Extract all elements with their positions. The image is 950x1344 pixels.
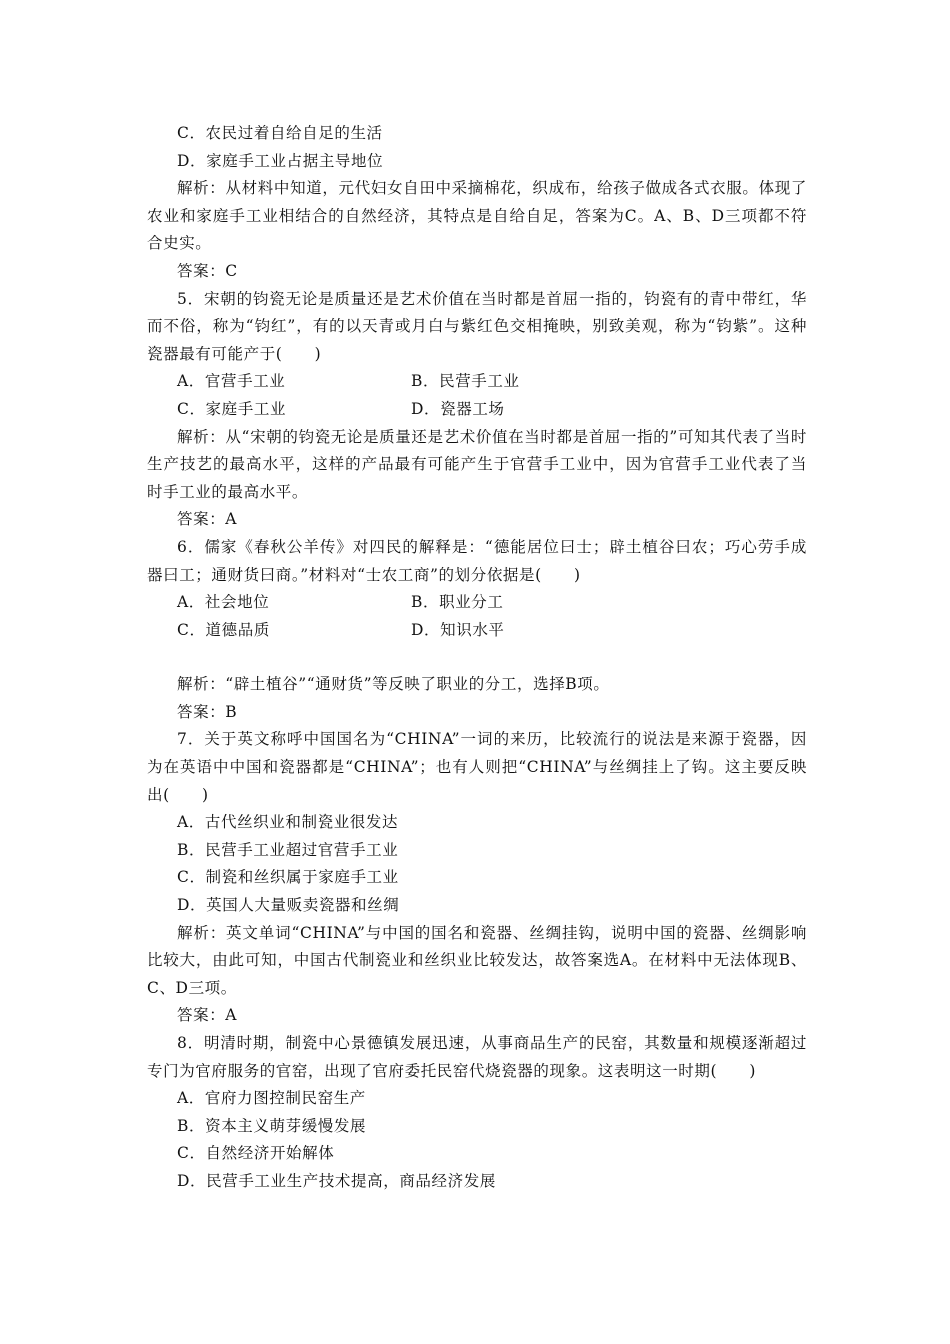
q4-option-c: C．农民过着自给自足的生活 bbox=[177, 124, 383, 142]
q8-option-b: B．资本主义萌芽缓慢发展 bbox=[177, 1116, 367, 1135]
q6-option-d: D．知识水平 bbox=[411, 620, 505, 639]
q5-option-a: A．官营手工业 bbox=[177, 372, 286, 391]
q4-option-d: D．家庭手工业占据主导地位 bbox=[177, 151, 384, 170]
q5-option-b: B．民营手工业 bbox=[411, 372, 520, 391]
q7-stem: 7．关于英文称呼中国国名为“CHINA”一词的来历，比较流行的说法是来源于瓷器，因为在英语中中国和瓷器都是“CHINA”；也有人则把“CHINA”与丝绸挂上了钩。这主要反映出( ) bbox=[147, 730, 807, 804]
q8-option-c: C．自然经济开始解体 bbox=[177, 1144, 335, 1163]
q6-option-b: B．职业分工 bbox=[411, 593, 504, 612]
q4-answer: 答案：C bbox=[177, 261, 238, 280]
q6-option-a: A．社会地位 bbox=[177, 593, 270, 612]
q8-stem: 8．明清时期，制瓷中心景德镇发展迅速，从事商品生产的民窑，其数量和规模逐渐超过专门为官府服务的官窑，出现了官府委托民窑代烧瓷器的现象。这表明这一时期( ) bbox=[147, 1034, 807, 1080]
q8-option-d: D．民营手工业生产技术提高，商品经济发展 bbox=[177, 1171, 496, 1190]
q5-option-d: D．瓷器工场 bbox=[411, 399, 505, 418]
q6-options-row2 bbox=[147, 617, 807, 645]
q5-option-c: C．家庭手工业 bbox=[177, 399, 287, 418]
q5-stem: 5．宋朝的钧瓷无论是质量还是艺术价值在当时都是首屈一指的，钧瓷有的青中带红，华而不俗，称为“钧红”，有的以天青或月白与紫红色交相掩映，别致美观，称为“钧紫”。这种瓷器最有可能产于( ) bbox=[147, 289, 807, 363]
q6-options-row1 bbox=[147, 589, 807, 617]
q6-answer: 答案：B bbox=[177, 702, 238, 721]
q5-options-row2 bbox=[147, 396, 807, 424]
q7-option-d: D．英国人大量贩卖瓷器和丝绸 bbox=[177, 896, 400, 915]
q7-option-b: B．民营手工业超过官营手工业 bbox=[177, 840, 399, 859]
q5-analysis: 解析：从“宋朝的钧瓷无论是质量还是艺术价值在当时都是首屈一指的”可知其代表了当时生产技艺的最高水平，这样的产品最有可能产生于官营手工业中，因为官营手工业代表了当时手工业的最高水平。 bbox=[147, 427, 807, 501]
q7-option-c: C．制瓷和丝织属于家庭手工业 bbox=[177, 868, 399, 887]
q8-option-a: A．官府力图控制民窑生产 bbox=[177, 1089, 366, 1108]
q7-answer: 答案：A bbox=[177, 1006, 238, 1025]
q6-analysis: 解析：“辟土植谷”“通财货”等反映了职业的分工，选择B项。 bbox=[177, 675, 610, 694]
q5-answer: 答案：A bbox=[177, 510, 238, 529]
q7-option-a: A．古代丝织业和制瓷业很发达 bbox=[177, 813, 399, 832]
q4-analysis: 解析：从材料中知道，元代妇女自田中采摘棉花，织成布，给孩子做成各式衣服。体现了农业和家庭手工业相结合的自然经济，其特点是自给自足，答案为C。A、B、D三项都不符合史实。 bbox=[147, 179, 807, 253]
document-page bbox=[147, 120, 807, 1196]
q6-option-c: C．道德品质 bbox=[177, 620, 270, 639]
blank-spacer bbox=[147, 644, 807, 671]
q6-stem: 6．儒家《春秋公羊传》对四民的解释是：“德能居位曰士；辟土植谷曰农；巧心劳手成器曰工；通财货曰商。”材料对“士农工商”的划分依据是( ) bbox=[147, 537, 807, 584]
q7-analysis: 解析：英文单词“CHINA”与中国的国名和瓷器、丝绸挂钩，说明中国的瓷器、丝绸影响比较大，由此可知，中国古代制瓷业和丝织业比较发达，故答案选A。在材料中无法体现B、C、D三项。 bbox=[147, 923, 807, 997]
q5-options-row1 bbox=[147, 368, 807, 396]
